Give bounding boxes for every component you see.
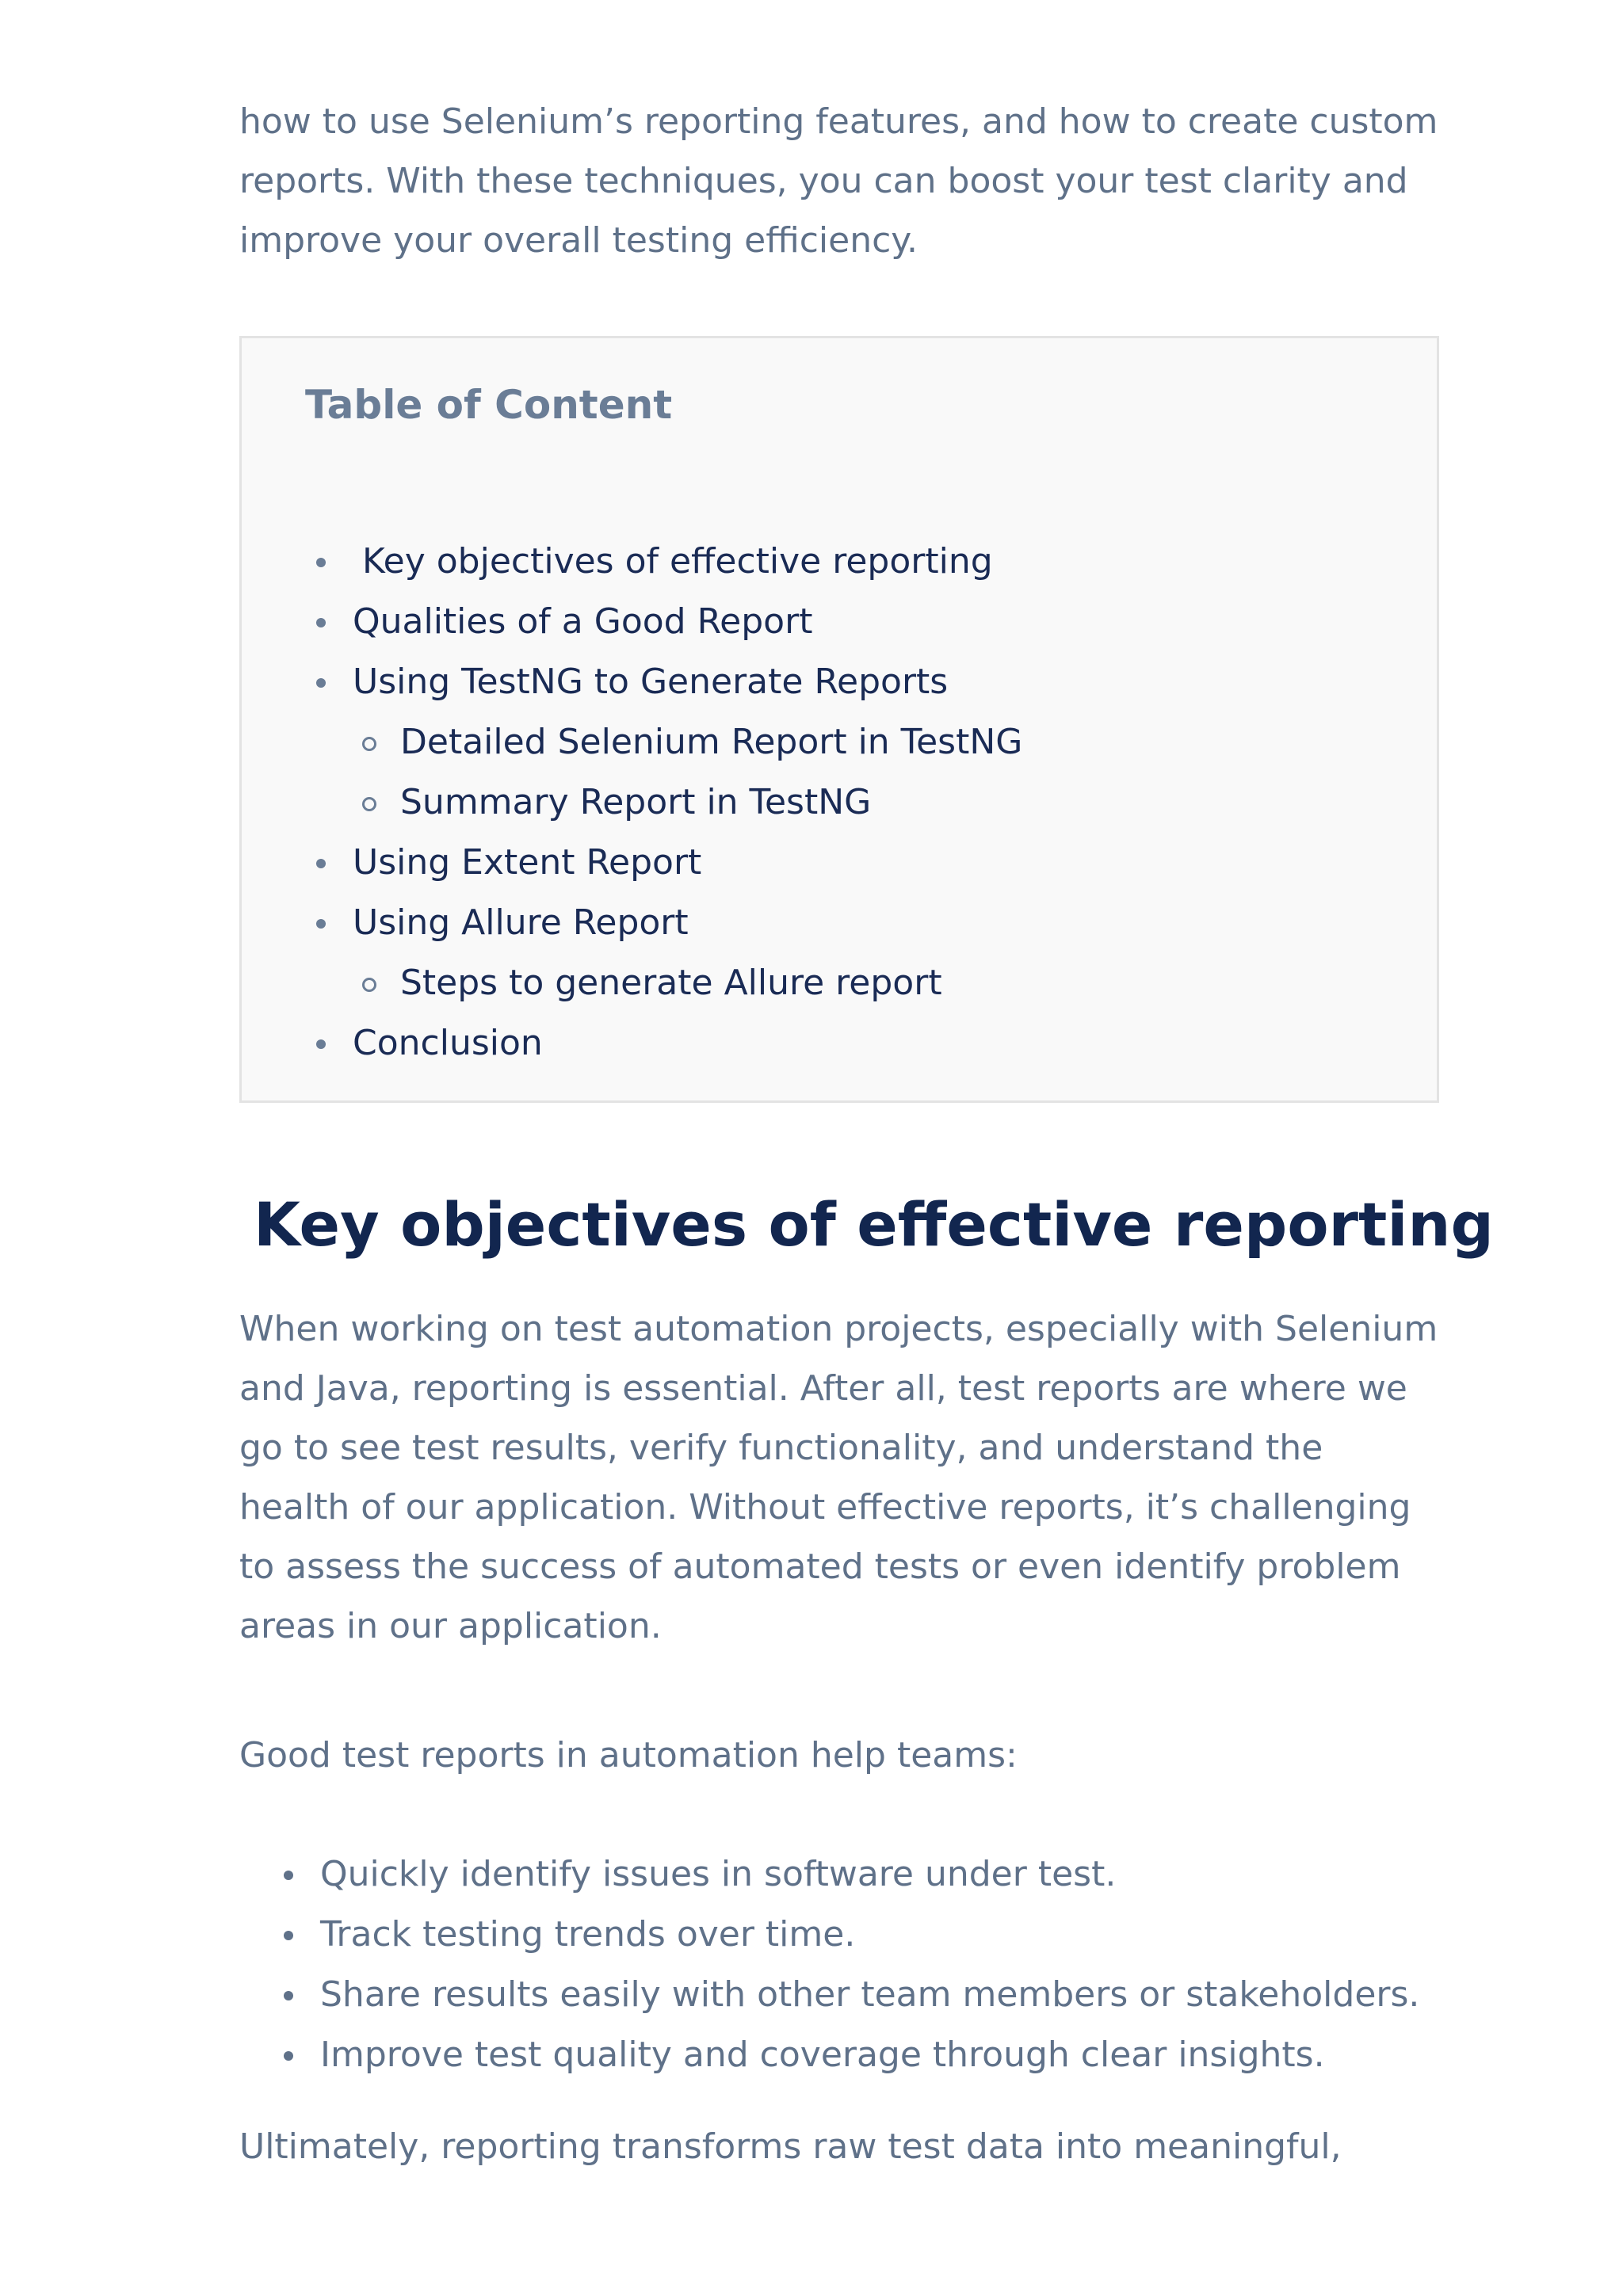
toc-link[interactable]: Conclusion bbox=[353, 1023, 543, 1063]
body-paragraph: When working on test automation projects, especially with Selenium and Java, reporting is essential. After all, test reports are where we go to see test results, verify functionality, and understand the health of our application. Without effective reports, it’s challenging to assess the success of automated tests or even identify problem areas in our application. bbox=[239, 1309, 1438, 1646]
toc-item-detailed-report[interactable] bbox=[242, 712, 1437, 772]
list-item-text: Share results easily with other team members or stakeholders. bbox=[320, 1974, 1420, 2015]
toc-link[interactable]: Using Extent Report bbox=[353, 842, 702, 883]
toc-item-key-objectives[interactable] bbox=[242, 532, 1437, 592]
list-item bbox=[239, 2025, 1444, 2085]
toc-title: Table of Content bbox=[305, 382, 673, 428]
toc-sub-bullet bbox=[362, 737, 376, 751]
list-item bbox=[239, 1844, 1444, 1905]
toc-bullet bbox=[316, 618, 326, 627]
toc-list bbox=[242, 532, 1437, 1074]
toc-link[interactable]: Qualities of a Good Report bbox=[353, 601, 813, 642]
list-item bbox=[239, 1905, 1444, 1965]
body-paragraph: Good test reports in automation help teams: bbox=[239, 1735, 1018, 1775]
table-of-contents bbox=[239, 336, 1439, 1103]
list-bullet bbox=[284, 1871, 293, 1880]
toc-sub-bullet bbox=[362, 978, 376, 992]
toc-link[interactable]: Detailed Selenium Report in TestNG bbox=[400, 722, 1023, 762]
toc-item-allure-report[interactable] bbox=[242, 893, 1437, 953]
toc-link[interactable]: Steps to generate Allure report bbox=[400, 963, 942, 1003]
toc-item-conclusion[interactable] bbox=[242, 1013, 1437, 1074]
toc-bullet bbox=[316, 678, 326, 688]
toc-bullet bbox=[316, 919, 326, 929]
list-item-text: Track testing trends over time. bbox=[320, 1914, 856, 1955]
section-heading: Key objectives of effective reporting bbox=[254, 1189, 1494, 1260]
body-paragraph: Ultimately, reporting transforms raw test data into meaningful, bbox=[239, 2126, 1342, 2167]
benefits-list bbox=[239, 1844, 1444, 2085]
list-item-text: Quickly identify issues in software under test. bbox=[320, 1854, 1117, 1894]
toc-bullet bbox=[316, 859, 326, 868]
toc-link[interactable]: Key objectives of effective reporting bbox=[362, 541, 993, 582]
toc-link[interactable]: Summary Report in TestNG bbox=[400, 782, 872, 822]
toc-item-allure-steps[interactable] bbox=[242, 953, 1437, 1013]
toc-bullet bbox=[316, 558, 326, 567]
list-bullet bbox=[284, 2051, 293, 2061]
intro-paragraph: how to use Selenium’s reporting features, and how to create custom reports. With these techniques, you can boost your test clarity and improve your overall testing efficiency. bbox=[239, 101, 1438, 261]
toc-sub-bullet bbox=[362, 797, 376, 811]
toc-link[interactable]: Using TestNG to Generate Reports bbox=[353, 662, 949, 702]
toc-item-qualities[interactable] bbox=[242, 592, 1437, 652]
list-item-text: Improve test quality and coverage through clear insights. bbox=[320, 2035, 1325, 2075]
toc-item-extent-report[interactable] bbox=[242, 833, 1437, 893]
list-item bbox=[239, 1965, 1444, 2025]
toc-link[interactable]: Using Allure Report bbox=[353, 902, 689, 943]
toc-bullet bbox=[316, 1039, 326, 1049]
toc-item-testng[interactable] bbox=[242, 652, 1437, 712]
toc-item-summary-report[interactable] bbox=[242, 772, 1437, 833]
list-bullet bbox=[284, 1931, 293, 1940]
list-bullet bbox=[284, 1991, 293, 2000]
